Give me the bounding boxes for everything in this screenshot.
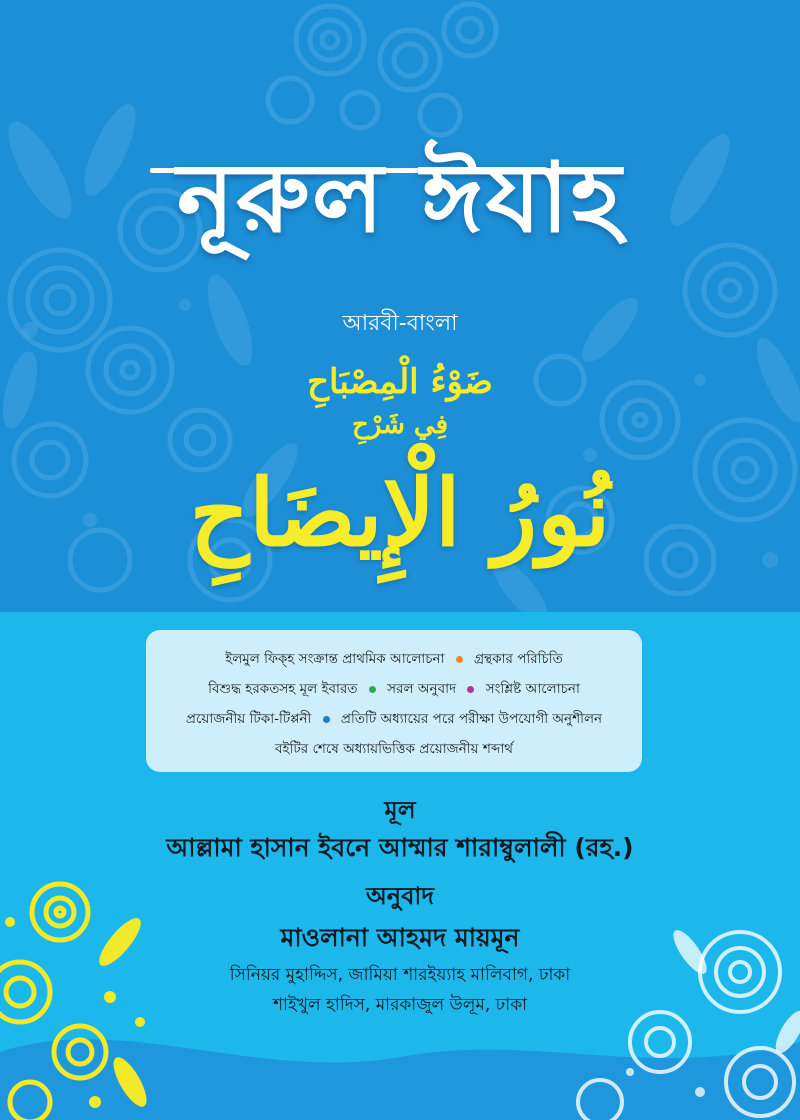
feature-line-3 [146, 708, 642, 731]
translation-label: অনুবাদ [365, 882, 435, 910]
arabic-title-line1: ضَوْءُ الْمِصْبَاحِ [307, 362, 493, 402]
bullet-purple-icon [467, 686, 474, 693]
feature-annotations: প্রয়োজনীয় টিকা-টিপ্পনী [185, 711, 312, 727]
feature-original-text: বিশুদ্ধ হরকতসহ মূল ইবারত [208, 681, 358, 697]
translator-role-1: সিনিয়র মুহাদ্দিস, জামিয়া শারইয়্যাহ মালিবাগ, ঢাকা [229, 965, 571, 985]
feature-line-4 [146, 738, 642, 761]
book-title: নূরুল ঈযাহ [176, 141, 624, 254]
feature-line-2 [146, 678, 642, 701]
feature-exercises: প্রতিটি অধ্যায়ের পরে পরীক্ষা উপযোগী অনুশীলন [340, 711, 603, 727]
feature-author-intro: গ্রন্থকার পরিচিতি [474, 651, 563, 667]
arabic-main-title: نُورُ الْإِيضَاحِ [189, 459, 611, 567]
original-label: মূল [384, 796, 416, 824]
feature-fiqh-intro: ইলমুল ফিক্‌হ সংক্রান্ত প্রাথমিক আলোচনা [225, 651, 445, 667]
bullet-blue-icon [323, 716, 330, 723]
bullet-green-icon [369, 686, 376, 693]
feature-related-discussion: সংশ্লিষ্ট আলোচনা [485, 681, 580, 697]
arabic-title-line2: فِي شَرْحِ [351, 410, 449, 440]
features-box [146, 630, 642, 772]
book-subtitle: আরবী-বাংলা [342, 311, 458, 336]
bullet-orange-icon [456, 656, 463, 663]
feature-line-1 [146, 648, 642, 671]
translator-name: মাওলানা আহমদ মায়মূন [280, 923, 520, 952]
feature-glossary: বইটির শেষে অধ্যায়ভিত্তিক প্রয়োজনীয় শব্দার্থ [274, 741, 514, 757]
translator-role-2: শাইখুল হাদিস, মারকাজুল উলূম, ঢাকা [272, 995, 528, 1015]
feature-simple-translation: সরল অনুবাদ [387, 681, 457, 697]
original-author: আল্লামা হাসান ইবনে আম্মার শারাম্বুলালী (রহ.) [166, 833, 634, 862]
